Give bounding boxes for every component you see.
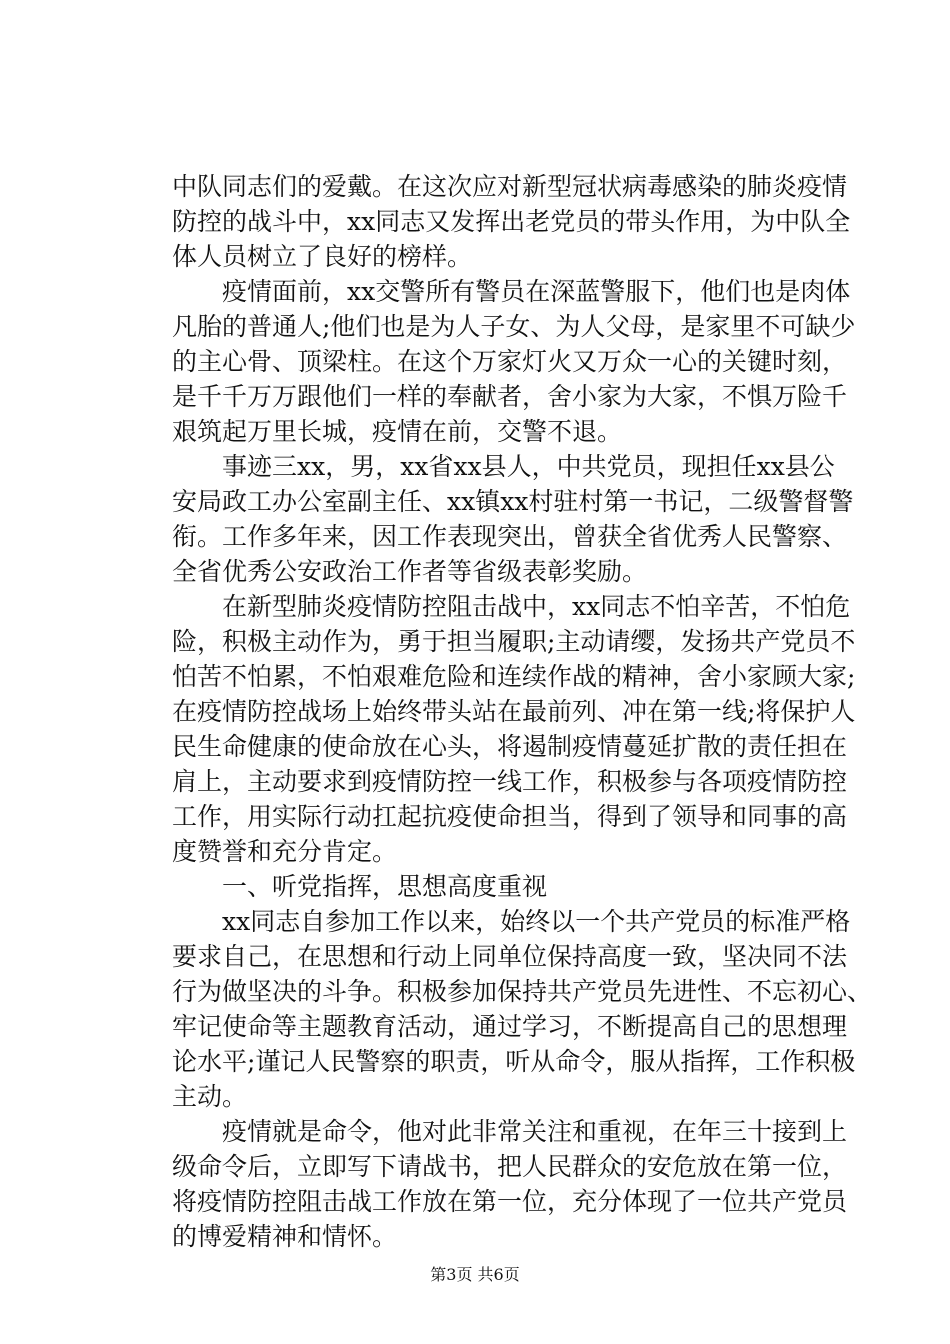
- text-line: 的博爱精神和情怀。: [172, 1222, 398, 1251]
- text-line: 疫情就是命令，他对此非常关注和重视，在年三十接到上: [222, 1117, 848, 1146]
- text-line: 艰筑起万里长城，疫情在前，交警不退。: [172, 417, 623, 446]
- text-line: 怕苦不怕累，不怕艰难危险和连续作战的精神，舍小家顾大家;: [172, 662, 856, 691]
- text-line: 将疫情防控阻击战工作放在第一位，充分体现了一位共产党员: [172, 1187, 848, 1216]
- text-line: 防控的战斗中，xx同志又发挥出老党员的带头作用，为中队全: [172, 207, 851, 236]
- text-line: 要求自己，在思想和行动上同单位保持高度一致，坚决同不法: [172, 942, 848, 971]
- text-line: 凡胎的普通人;他们也是为人子女、为人父母，是家里不可缺少: [172, 312, 856, 341]
- text-line: 体人员树立了良好的榜样。: [172, 242, 473, 271]
- text-line: 安局政工办公室副主任、xx镇xx村驻村第一书记，二级警督警: [172, 487, 854, 516]
- text-line: 中队同志们的爱戴。在这次应对新型冠状病毒感染的肺炎疫情: [172, 172, 848, 201]
- section-heading: 一、听党指挥，思想高度重视: [222, 872, 548, 901]
- text-line: 肩上，主动要求到疫情防控一线工作，积极参与各项疫情防控: [172, 767, 848, 796]
- text-line: 主动。: [172, 1082, 248, 1111]
- text-line: 度赞誉和充分肯定。: [172, 837, 398, 866]
- text-line: 全省优秀公安政治工作者等省级表彰奖励。: [172, 557, 648, 586]
- text-line: 险，积极主动作为，勇于担当履职;主动请缨，发扬共产党员不: [172, 627, 856, 656]
- text-line: 级命令后，立即写下请战书，把人民群众的安危放在第一位，: [172, 1152, 848, 1181]
- text-line: 疫情面前，xx交警所有警员在深蓝警服下，他们也是肉体: [222, 277, 851, 306]
- text-line: 在疫情防控战场上始终带头站在最前列、冲在第一线;将保护人: [172, 697, 856, 726]
- text-line: 事迹三xx，男，xx省xx县人，中共党员，现担任xx县公: [222, 452, 835, 481]
- text-line: 是千千万万跟他们一样的奉献者，舍小家为大家，不惧万险千: [172, 382, 848, 411]
- text-line: 论水平;谨记人民警察的职责，听从命令，服从指挥，工作积极: [172, 1047, 856, 1076]
- text-line: xx同志自参加工作以来，始终以一个共产党员的标准严格: [222, 907, 851, 936]
- text-line: 的主心骨、顶梁柱。在这个万家灯火又万众一心的关键时刻，: [172, 347, 848, 376]
- text-line: 牢记使命等主题教育活动，通过学习，不断提高自己的思想理: [172, 1012, 848, 1041]
- text-line: 工作，用实际行动扛起抗疫使命担当，得到了领导和同事的高: [172, 802, 848, 831]
- text-line: 民生命健康的使命放在心头，将遏制疫情蔓延扩散的责任担在: [172, 732, 848, 761]
- page-footer: 第3页 共6页: [430, 1265, 520, 1284]
- text-line: 行为做坚决的斗争。积极参加保持共产党员先进性、不忘初心、: [172, 977, 873, 1006]
- text-line: 衔。工作多年来，因工作表现突出，曾获全省优秀人民警察、: [172, 522, 848, 551]
- text-line: 在新型肺炎疫情防控阻击战中，xx同志不怕辛苦，不怕危: [222, 592, 851, 621]
